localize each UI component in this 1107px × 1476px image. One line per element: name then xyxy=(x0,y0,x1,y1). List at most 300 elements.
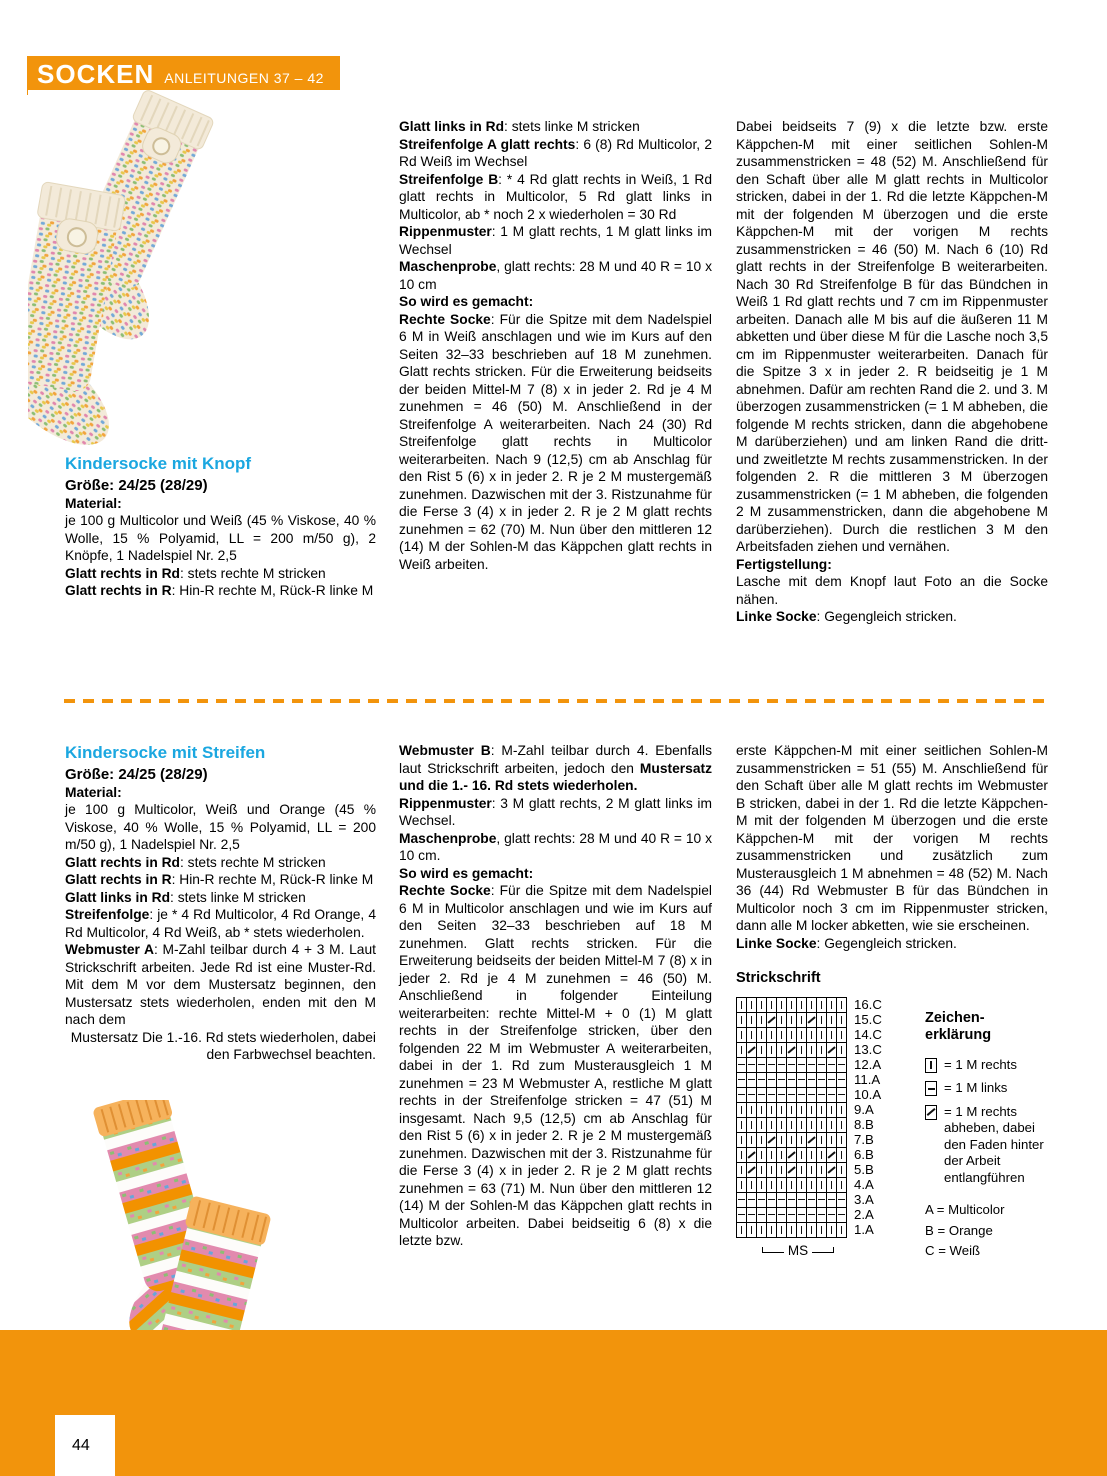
chart-cell-p xyxy=(807,1088,817,1103)
chart-cell-k xyxy=(747,1103,757,1118)
chart-cell-s xyxy=(827,1163,837,1178)
chart-cell-k xyxy=(837,1013,847,1028)
legend-item-text: = 1 M rechts abheben, dabei den Faden hinter der Arbeit entlangführen xyxy=(944,1103,1044,1185)
strickschrift-grid xyxy=(736,997,847,1238)
chart-cell-p xyxy=(837,1058,847,1073)
article1-size: Größe: 24/25 (28/29) xyxy=(65,476,208,494)
chart-row xyxy=(737,1133,847,1148)
definition-label: Glatt rechts in R xyxy=(65,583,172,599)
chart-cell-k xyxy=(817,1118,827,1133)
legend-title-line2: erklärung xyxy=(925,1027,992,1044)
chart-cell-k xyxy=(757,1103,767,1118)
chart-cell-k xyxy=(807,1028,817,1043)
chart-row xyxy=(737,1163,847,1178)
chart-cell-p xyxy=(797,1058,807,1073)
definition-label: Streifenfolge B xyxy=(399,171,499,187)
chart-cell-k xyxy=(767,1178,777,1193)
article2-size: Größe: 24/25 (28/29) xyxy=(65,765,208,783)
chart-row-label: 15.C xyxy=(854,1011,882,1027)
chart-cell-k xyxy=(787,1118,797,1133)
chart-cell-k xyxy=(837,1223,847,1238)
chart-cell-s xyxy=(787,1163,797,1178)
definition-text: : M-Zahl teilbar durch 4. Ebenfalls laut Strickschrift arbeiten, jedoch den xyxy=(399,743,712,776)
chart-cell-k xyxy=(837,1118,847,1133)
color-key-b: B = Orange xyxy=(925,1222,993,1238)
chart-row xyxy=(737,1058,847,1073)
chart-cell-k xyxy=(827,1223,837,1238)
chart-row-label: 6.B xyxy=(854,1146,874,1162)
footer-band xyxy=(0,1330,1107,1476)
chart-row-label: 13.C xyxy=(854,1041,882,1057)
chart-cell-k xyxy=(797,1148,807,1163)
chart-cell-p xyxy=(767,1088,777,1103)
chart-cell-p xyxy=(807,1073,817,1088)
strickschrift-heading: Strickschrift xyxy=(736,970,821,987)
header-subtitle: ANLEITUNGEN 37 – 42 xyxy=(164,70,324,86)
chart-cell-k xyxy=(747,1013,757,1028)
stitch-definition xyxy=(65,565,376,583)
chart-cell-k xyxy=(787,1223,797,1238)
stitch-definition xyxy=(399,795,712,830)
stitch-definition xyxy=(65,854,376,872)
chart-cell-s xyxy=(807,1133,817,1148)
definition-text: : 1 M glatt rechts, 1 M glatt links im Wechsel xyxy=(399,224,712,257)
chart-cell-k xyxy=(827,998,837,1013)
instructions-continuation: Dabei beidseits 7 (9) x die letzte bzw. erste Käppchen-M mit einer seitlichen Sohlen-M zusammenstricken = 48 (52) M. Anschließend für den Schaft über alle M glatt rechts in Multicolor stricken, dabei in der 1. Rd die letzte Käppchen-M mit der folgenden M überzogen und die erste Käppchen-M mit der vorigen M rechts zusammenstricken = 46 (50) M. Nach 6 (10) Rd glatt rechts in der Streifenfolge B weiterarbeiten. Nach 30 Rd Streifenfolge B für das Bündchen in Weiß 1 Rd glatt rechts und 7 cm im Rippenmuster arbeiten. Danach alle M bis auf die äußeren 11 M abketten und über diese M für die Lasche noch 3,5 cm im Rippenmuster weiterarbeiten. Danach für die Spitze 3 x in jeder 2. R beidseitig je 1 M abnehmen. Dafür am rechten Rand die 2. und 3. M überzogen zusammenstricken (= 1 M abheben, die folgende M rechts stricken, dann die abgehobene M darüberziehen) und am linken Rand die dritt- und zweitletzte M rechts zusammenstricken. In der folgenden 2. R die mittleren 3 M überzogen zusammenstricken (= 1 M abheben, die folgenden 2 M zusammenstricken, dann die abgehobene M darüberziehen). Durch die restlichen 3 M den Arbeitsfaden ziehen und vernähen. xyxy=(736,119,1048,555)
chart-row xyxy=(737,1073,847,1088)
chart-cell-p xyxy=(737,1193,747,1208)
chart-cell-k xyxy=(777,1163,787,1178)
chart-cell-k xyxy=(757,1163,767,1178)
gauge-label: Maschenprobe xyxy=(399,259,497,275)
color-key-c: C = Weiß xyxy=(925,1243,981,1259)
stitch-definition xyxy=(399,118,712,136)
instructions-continuation: erste Käppchen-M mit einer seitlichen Sohlen-M zusammenstricken = 51 (55) M. Anschließend für den Schaft über alle M glatt rechts im Webmuster B stricken, dabei in der 1. Rd die letzte Käppchen-M mit der folgenden M überzogen und die erste Käppchen-M mit der vorigen M rechts zusammenstricken und zusätzlich zum Musterausgleich 1 M abnehmen = 48 (52) M. Nach 36 (44) Rd Webmuster B für das Bündchen in Multicolor noch 3 cm im Rippenmuster stricken, dann alle M locker abketten, wie sie erscheinen. xyxy=(736,743,1048,934)
chart-cell-p xyxy=(827,1208,837,1223)
definition-label: Webmuster B xyxy=(399,743,491,758)
chart-cell-p xyxy=(737,1208,747,1223)
chart-cell-k xyxy=(767,1223,777,1238)
chart-row-label: 3.A xyxy=(854,1191,874,1207)
chart-row-label: 11.A xyxy=(854,1071,881,1087)
definition-text: : je * 4 Rd Multicolor, 4 Rd Orange, 4 Rd Multicolor, 4 Rd Weiß, ab * stets wiederholen. xyxy=(65,907,376,940)
chart-cell-k xyxy=(777,1103,787,1118)
chart-cell-p xyxy=(787,1208,797,1223)
finishing-text: Lasche mit dem Knopf laut Foto an die Socke nähen. xyxy=(736,574,1048,607)
chart-cell-k xyxy=(827,1118,837,1133)
chart-cell-k xyxy=(797,1043,807,1058)
chart-cell-p xyxy=(827,1058,837,1073)
article2-col2 xyxy=(399,742,712,1250)
chart-row-label: 2.A xyxy=(854,1206,874,1222)
chart-cell-k xyxy=(817,1223,827,1238)
chart-row-label: 5.B xyxy=(854,1161,874,1177)
chart-cell-p xyxy=(737,1088,747,1103)
page-number-box xyxy=(55,1415,115,1476)
definition-text: : stets linke M stricken xyxy=(170,889,306,905)
chart-row xyxy=(737,998,847,1013)
chart-cell-k xyxy=(757,1043,767,1058)
definition-label: Glatt links in Rd xyxy=(399,119,505,134)
chart-cell-k xyxy=(807,998,817,1013)
stitch-definition xyxy=(399,223,712,258)
chart-row xyxy=(737,1088,847,1103)
gauge-text: , glatt rechts: 28 M und 40 R = 10 x 10 cm xyxy=(399,259,712,292)
stitch-definition xyxy=(65,871,376,889)
chart-row xyxy=(737,1223,847,1238)
chart-cell-k xyxy=(837,1148,847,1163)
chart-cell-p xyxy=(797,1088,807,1103)
chart-cell-k xyxy=(757,1133,767,1148)
chart-cell-p xyxy=(817,1193,827,1208)
chart-cell-k xyxy=(747,1178,757,1193)
definition-label: Glatt rechts in Rd xyxy=(65,565,180,581)
chart-cell-p xyxy=(757,1208,767,1223)
chart-cell-k xyxy=(817,1028,827,1043)
chart-cell-k xyxy=(757,1178,767,1193)
chart-row xyxy=(737,1178,847,1193)
chart-cell-k xyxy=(837,1103,847,1118)
left-sock-note xyxy=(736,935,1048,953)
chart-cell-k xyxy=(777,998,787,1013)
chart-cell-p xyxy=(837,1073,847,1088)
chart-row-label: 10.A xyxy=(854,1086,882,1102)
chart-cell-k xyxy=(797,1118,807,1133)
chart-cell-k xyxy=(777,1178,787,1193)
definition-label: Glatt rechts in R xyxy=(65,872,172,888)
chart-cell-p xyxy=(767,1058,777,1073)
page-number: 44 xyxy=(72,1436,90,1454)
chart-cell-k xyxy=(837,1028,847,1043)
finishing-heading: Fertigstellung: xyxy=(736,556,832,572)
chart-cell-k xyxy=(807,1178,817,1193)
chart-cell-p xyxy=(757,1088,767,1103)
left-sock-text: : Gegengleich stricken. xyxy=(816,609,957,625)
slip-stitch-icon xyxy=(925,1105,937,1120)
material-text: je 100 g Multicolor und Weiß (45 % Viskose, 40 % Wolle, 15 % Polyamid, LL = 200 m/50 g), 2 Knöpfe, 1 Nadelspiel Nr. 2,5 xyxy=(65,513,376,564)
chart-cell-p xyxy=(827,1088,837,1103)
definition-label: Rippenmuster xyxy=(399,224,492,240)
chart-row-label: 7.B xyxy=(854,1131,874,1147)
legend-item xyxy=(925,1104,1053,1187)
chart-cell-k xyxy=(737,1148,747,1163)
webmuster-b-definition xyxy=(399,742,712,795)
photo-socks-with-button xyxy=(28,90,375,452)
chart-cell-k xyxy=(737,998,747,1013)
legend-item-text: = 1 M links xyxy=(944,1080,1008,1096)
chart-cell-k xyxy=(777,1043,787,1058)
chart-row xyxy=(737,1028,847,1043)
chart-cell-k xyxy=(797,1163,807,1178)
brand-title: SOCKEN xyxy=(37,59,155,89)
chart-cell-k xyxy=(737,1118,747,1133)
chart-cell-k xyxy=(737,1043,747,1058)
chart-cell-k xyxy=(757,1013,767,1028)
legend-item-text: = 1 M rechts xyxy=(944,1056,1017,1072)
chart-cell-k xyxy=(767,1043,777,1058)
definition-label: Rippenmuster xyxy=(399,795,492,811)
instructions-label: Rechte Socke xyxy=(399,883,491,899)
chart-cell-p xyxy=(797,1073,807,1088)
chart-cell-k xyxy=(817,1178,827,1193)
chart-cell-p xyxy=(777,1073,787,1088)
chart-cell-s xyxy=(767,1013,777,1028)
left-sock-note xyxy=(736,608,1048,626)
chart-cell-k xyxy=(757,1028,767,1043)
chart-cell-k xyxy=(817,1163,827,1178)
chart-cell-k xyxy=(797,1103,807,1118)
chart-row-label: 12.A xyxy=(854,1056,882,1072)
chart-cell-p xyxy=(747,1193,757,1208)
chart-cell-k xyxy=(797,1178,807,1193)
article1-col1 xyxy=(65,453,376,600)
gauge-text: , glatt rechts: 28 M und 40 R = 10 x 10 cm. xyxy=(399,830,712,864)
article1-col2 xyxy=(399,118,712,573)
chart-cell-k xyxy=(777,1133,787,1148)
chart-cell-k xyxy=(787,1133,797,1148)
socks-illustration-1 xyxy=(28,90,375,452)
chart-row xyxy=(737,1148,847,1163)
chart-cell-s xyxy=(807,1013,817,1028)
chart-row xyxy=(737,1103,847,1118)
chart-cell-k xyxy=(837,998,847,1013)
instructions-text: : Für die Spitze mit dem Nadelspiel 6 M in Weiß anschlagen und wie im Kurs auf den Seiten 32–33 beschrieben auf 18 M zunehmen. Glatt rechts stricken. Für die Erweiterung beidseits der beiden Mittel-M 7 (8) x in jeder 2. Rd je 4 M zunehmen = 46 (50) M. Anschließend in der Streifenfolge A weiterarbeiten. Nach 24 (30) Rd Streifenfolge glatt rechts in Multicolor weiterarbeiten. Nach 9 (12,5) cm ab Anschlag für den Rist 5 (6) x in jeder 2. R je 2 M mustergemäß zunehmen. Dazwischen mit der 3. Ristzunahme für die Ferse 3 (4) x in jeder 2. R je 2 M glatt rechts zunehmen = 62 (70) M. Nun über den mittleren 12 (14) M der Sohlen-M das Käppchen glatt rechts in Weiß arbeiten. xyxy=(399,311,712,572)
chart-cell-k xyxy=(837,1133,847,1148)
article1-title: Kindersocke mit Knopf xyxy=(65,454,252,473)
chart-cell-k xyxy=(837,1043,847,1058)
chart-cell-k xyxy=(737,1163,747,1178)
chart-cell-k xyxy=(817,1103,827,1118)
chart-cell-k xyxy=(747,1118,757,1133)
chart-cell-k xyxy=(737,1103,747,1118)
chart-cell-k xyxy=(787,1178,797,1193)
chart-cell-p xyxy=(837,1088,847,1103)
dashed-divider xyxy=(64,699,1049,703)
chart-row xyxy=(737,1118,847,1133)
chart-cell-k xyxy=(757,998,767,1013)
chart-cell-p xyxy=(737,1073,747,1088)
chart-row xyxy=(737,1208,847,1223)
chart-cell-s xyxy=(827,1043,837,1058)
chart-cell-k xyxy=(757,1148,767,1163)
chart-cell-k xyxy=(747,1133,757,1148)
stitch-definition xyxy=(65,582,376,600)
chart-cell-k xyxy=(787,1013,797,1028)
material-heading: Material: xyxy=(65,495,122,511)
chart-row-label: 8.B xyxy=(854,1116,874,1132)
stitch-definition xyxy=(65,906,376,941)
chart-cell-p xyxy=(837,1208,847,1223)
chart-cell-k xyxy=(817,1043,827,1058)
left-sock-text: : Gegengleich stricken. xyxy=(816,935,957,951)
chart-cell-k xyxy=(807,1163,817,1178)
material-text: je 100 g Multicolor, Weiß und Orange (45 % Viskose, 40 % Wolle, 15 % Polyamid, LL = 200 m/50 g), 1 Nadelspiel Nr. 2,5 xyxy=(65,802,376,853)
definition-label: Webmuster A xyxy=(65,942,155,958)
chart-cell-k xyxy=(817,1013,827,1028)
chart-cell-p xyxy=(827,1193,837,1208)
chart-cell-k xyxy=(737,1223,747,1238)
chart-cell-k xyxy=(817,1148,827,1163)
chart-cell-k xyxy=(767,1028,777,1043)
chart-cell-s xyxy=(767,1133,777,1148)
chart-cell-p xyxy=(817,1073,827,1088)
chart-row xyxy=(737,1193,847,1208)
ms-bracket-left xyxy=(762,1247,784,1253)
chart-cell-s xyxy=(827,1148,837,1163)
chart-cell-k xyxy=(837,1163,847,1178)
stitch-definition xyxy=(65,889,376,907)
definition-text: : 3 M glatt rechts, 2 M glatt links im Wechsel. xyxy=(399,795,712,829)
chart-cell-k xyxy=(787,1028,797,1043)
definition-text: : stets rechte M stricken xyxy=(180,854,326,870)
color-key-a: A = Multicolor xyxy=(925,1202,1005,1218)
chart-cell-p xyxy=(767,1193,777,1208)
chart-cell-k xyxy=(767,998,777,1013)
left-sock-label: Linke Socke xyxy=(736,935,817,951)
chart-cell-p xyxy=(747,1073,757,1088)
chart-cell-p xyxy=(807,1058,817,1073)
chart-cell-k xyxy=(807,1043,817,1058)
chart-cell-p xyxy=(747,1208,757,1223)
legend-item xyxy=(925,1080,1053,1097)
chart-cell-p xyxy=(787,1088,797,1103)
chart-row-label: 4.A xyxy=(854,1176,874,1192)
chart-row-label: 9.A xyxy=(854,1101,874,1117)
chart-cell-k xyxy=(777,1028,787,1043)
chart-cell-k xyxy=(827,1028,837,1043)
chart-cell-p xyxy=(837,1193,847,1208)
chart-cell-p xyxy=(817,1058,827,1073)
chart-cell-k xyxy=(837,1178,847,1193)
color-key xyxy=(925,1202,1053,1260)
strickschrift-row-labels xyxy=(854,997,882,1237)
chart-cell-p xyxy=(787,1073,797,1088)
definition-label: Streifenfolge A glatt rechts xyxy=(399,136,576,152)
stitch-definition xyxy=(399,171,712,224)
definition-text: : Hin-R rechte M, Rück-R linke M xyxy=(171,583,374,599)
chart-cell-s xyxy=(747,1148,757,1163)
chart-cell-s xyxy=(787,1043,797,1058)
instructions-text: : Für die Spitze mit dem Nadelspiel 6 M in Multicolor anschlagen und wie im Kurs auf den Seiten 32–33 beschrieben auf 18 M zunehmen. Glatt rechts stricken. Für die Erweiterung beidseits der beiden Mittel-M 7 (8) x in jeder 2. Rd je 4 M zunehmen = 46 (50) M. Anschließend in folgender Einteilung weiterarbeiten: rechte Mittel-M + 0 (1) M glatt rechts in der Streifenfolge stricken, über den folgenden 22 M im Webmuster A weiterarbeiten, dabei in der 1. Rd zum Musterausgleich 1 M zunehmen = 23 M Webmuster A, restliche M glatt rechts in der Streifenfolge stricken = 47 (51) M insgesamt. Nach 9,5 (12,5) cm ab Anschlag für den Rist 5 (6) x in jeder 2. R je 2 M mustergemäß zunehmen. Dazwischen mit der 3. Ristzunahme für die Ferse 3 (4) x in jeder 2. R je 2 M glatt rechts zunehmen = 63 (71) M. Nun über den mittleren 12 (14) M der Sohlen-M das Käppchen glatt rechts in Multicolor arbeiten. Dabei beidseitig 6 (8) x die letzte bzw. xyxy=(399,883,712,1249)
ms-bracket-right xyxy=(812,1247,834,1253)
chart-cell-k xyxy=(737,1028,747,1043)
chart-cell-k xyxy=(747,1223,757,1238)
definition-text: : stets linke M stricken xyxy=(504,119,640,134)
gauge-note xyxy=(399,830,712,865)
definition-text: : stets rechte M stricken xyxy=(180,565,326,581)
webmuster-a-definition xyxy=(65,941,376,1029)
chart-cell-k xyxy=(737,1178,747,1193)
ms-bracket xyxy=(762,1240,834,1258)
chart-cell-k xyxy=(767,1148,777,1163)
definition-label: Streifenfolge xyxy=(65,907,150,923)
chart-cell-p xyxy=(817,1088,827,1103)
chart-cell-k xyxy=(787,998,797,1013)
webmuster-a-definition-wrapped: Mustersatz Die 1.-16. Rd stets wiederholen, dabei den Farbwechsel beachten. xyxy=(70,1029,376,1063)
chart-cell-p xyxy=(827,1073,837,1088)
chart-cell-p xyxy=(757,1073,767,1088)
chart-cell-k xyxy=(737,1013,747,1028)
chart-cell-k xyxy=(777,1223,787,1238)
chart-cell-k xyxy=(767,1103,777,1118)
chart-cell-k xyxy=(797,1133,807,1148)
chart-cell-k xyxy=(747,998,757,1013)
definition-text: : M-Zahl teilbar durch 4 + 3 M. Laut Strickschrift arbeiten. Jede Rd ist eine Muster-Rd. Mit dem M vor dem Mustersatz beginnen, den Mustersatz stets wiederholen, enden mit den M nach dem xyxy=(65,942,376,1028)
definition-text: : Hin-R rechte M, Rück-R linke M xyxy=(171,872,374,888)
legend-title-line1: Zeichen- xyxy=(925,1010,985,1026)
purl-stitch-icon xyxy=(925,1081,937,1096)
chart-cell-p xyxy=(807,1193,817,1208)
chart-cell-p xyxy=(757,1193,767,1208)
chart-cell-k xyxy=(797,1013,807,1028)
chart-row xyxy=(737,1043,847,1058)
chart-row-label: 14.C xyxy=(854,1026,882,1042)
definition-label: Glatt rechts in Rd xyxy=(65,854,180,870)
chart-cell-k xyxy=(827,1013,837,1028)
chart-cell-k xyxy=(747,1028,757,1043)
article1-col3 xyxy=(736,118,1048,626)
instructions-label: Rechte Socke xyxy=(399,311,491,327)
chart-cell-k xyxy=(817,998,827,1013)
chart-cell-p xyxy=(797,1193,807,1208)
chart-cell-p xyxy=(787,1193,797,1208)
definition-text: : 6 (8) Rd Multicolor, 2 Rd Weiß im Wechsel xyxy=(399,136,712,170)
chart-cell-p xyxy=(757,1058,767,1073)
chart-cell-k xyxy=(777,1148,787,1163)
material-heading: Material: xyxy=(65,784,122,800)
instructions-right-sock xyxy=(399,882,712,1250)
chart-cell-k xyxy=(777,1013,787,1028)
chart-cell-p xyxy=(777,1058,787,1073)
chart-cell-p xyxy=(747,1058,757,1073)
chart-cell-p xyxy=(737,1058,747,1073)
chart-cell-s xyxy=(787,1148,797,1163)
chart-cell-p xyxy=(767,1073,777,1088)
chart-cell-k xyxy=(807,1148,817,1163)
chart-cell-k xyxy=(767,1118,777,1133)
definition-text: : * 4 Rd glatt rechts in Weiß, 1 Rd glatt rechts in Multicolor, 5 Rd glatt links in Multicolor, ab * noch 2 x wiederholen = 30 Rd xyxy=(399,171,713,222)
chart-cell-p xyxy=(777,1208,787,1223)
chart-cell-p xyxy=(817,1208,827,1223)
chart-row-label: 16.C xyxy=(854,996,882,1012)
chart-cell-k xyxy=(767,1163,777,1178)
chart-cell-k xyxy=(757,1223,767,1238)
chart-cell-k xyxy=(797,1028,807,1043)
chart-legend xyxy=(925,1010,1053,1264)
gauge-note xyxy=(399,258,712,293)
chart-cell-s xyxy=(747,1163,757,1178)
chart-cell-k xyxy=(737,1133,747,1148)
chart-cell-k xyxy=(787,1103,797,1118)
left-sock-label: Linke Socke xyxy=(736,609,817,625)
legend-title xyxy=(925,1010,1053,1045)
chart-cell-s xyxy=(747,1043,757,1058)
chart-cell-k xyxy=(827,1178,837,1193)
chart-cell-p xyxy=(777,1088,787,1103)
chart-cell-k xyxy=(777,1118,787,1133)
chart-cell-p xyxy=(797,1208,807,1223)
chart-cell-p xyxy=(767,1208,777,1223)
chart-cell-k xyxy=(807,1223,817,1238)
chart-cell-k xyxy=(797,998,807,1013)
chart-cell-p xyxy=(747,1088,757,1103)
chart-row-label: 1.A xyxy=(854,1221,874,1237)
chart-cell-k xyxy=(807,1118,817,1133)
chart-cell-k xyxy=(797,1223,807,1238)
chart-row xyxy=(737,1013,847,1028)
stitch-definition xyxy=(399,136,712,171)
definition-label: Glatt links in Rd xyxy=(65,889,171,905)
